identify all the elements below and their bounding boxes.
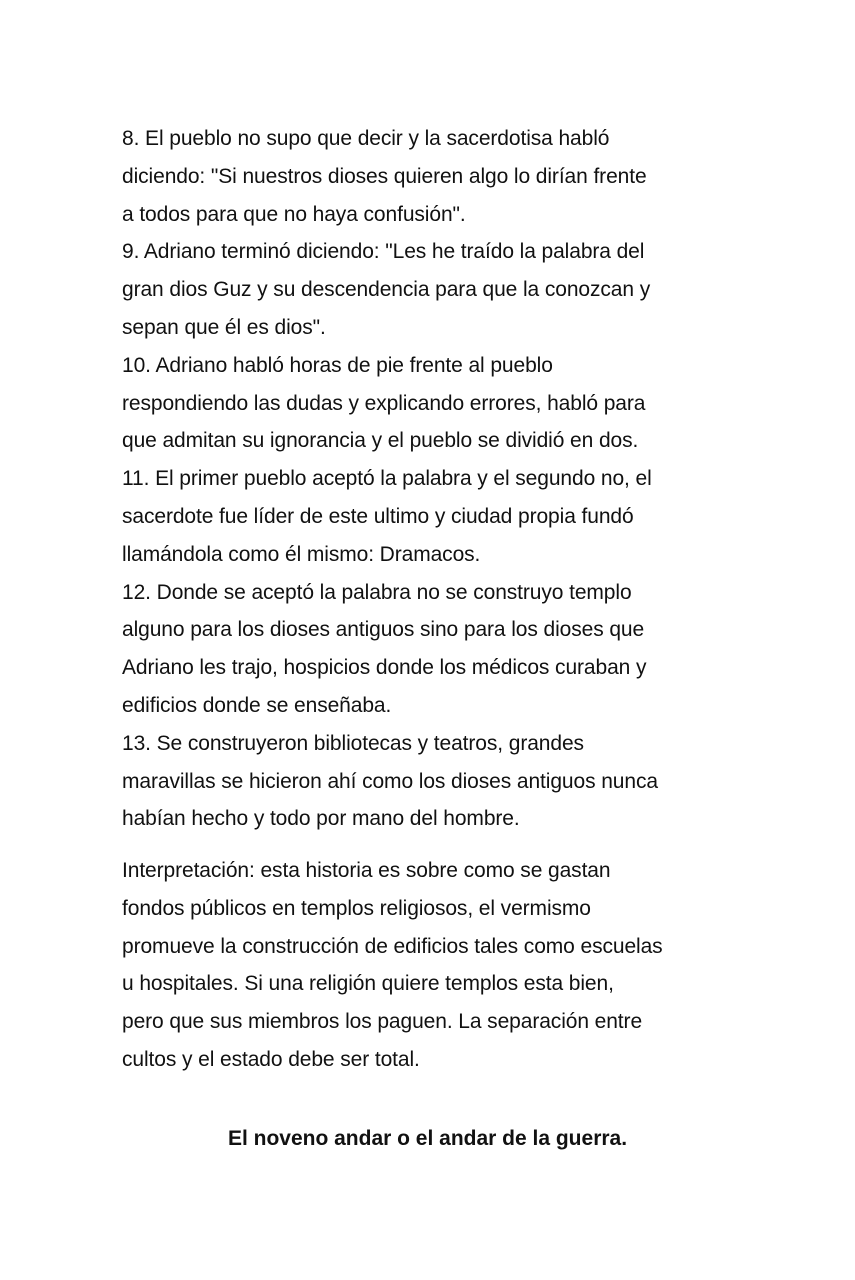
verse-line: 10. Adriano habló horas de pie frente al pueblo bbox=[122, 353, 553, 377]
verse-10 bbox=[122, 347, 734, 460]
interpretation-line: cultos y el estado debe ser total. bbox=[122, 1047, 420, 1071]
interpretation-line: promueve la construcción de edificios tales como escuelas bbox=[122, 934, 663, 958]
verse-line: 9. Adriano terminó diciendo: "Les he traído la palabra del bbox=[122, 240, 645, 264]
verse-line: 11. El primer pueblo aceptó la palabra y el segundo no, el bbox=[122, 467, 652, 491]
verse-line: 13. Se construyeron bibliotecas y teatros, grandes bbox=[122, 731, 584, 755]
verse-line: edificios donde se enseñaba. bbox=[122, 693, 392, 717]
verse-line: 12. Donde se aceptó la palabra no se construyo templo bbox=[122, 580, 632, 604]
verses-block bbox=[122, 120, 734, 838]
verse-line: respondiendo las dudas y explicando errores, habló para bbox=[122, 391, 646, 415]
verse-line: Adriano les trajo, hospicios donde los médicos curaban y bbox=[122, 656, 647, 680]
verse-line: alguno para los dioses antiguos sino para los dioses que bbox=[122, 618, 645, 642]
interpretation-line: pero que sus miembros los paguen. La separación entre bbox=[122, 1010, 643, 1034]
verse-9 bbox=[122, 233, 734, 346]
interpretation-line: Interpretación: esta historia es sobre como se gastan bbox=[122, 859, 611, 882]
verse-8 bbox=[122, 120, 734, 233]
verse-line: diciendo: "Si nuestros dioses quieren algo lo dirían frente bbox=[122, 164, 647, 188]
verse-line: sacerdote fue líder de este ultimo y ciudad propia fundó bbox=[122, 504, 634, 528]
verse-line: gran dios Guz y su descendencia para que la conozcan y bbox=[122, 278, 651, 302]
verse-line: a todos para que no haya confusión". bbox=[122, 202, 466, 226]
verse-line: habían hecho y todo por mano del hombre. bbox=[122, 807, 520, 831]
chapter-heading: El noveno andar o el andar de la guerra. bbox=[227, 1127, 628, 1150]
verse-13 bbox=[122, 725, 734, 838]
verse-12 bbox=[122, 574, 734, 725]
interpretation-paragraph bbox=[122, 852, 742, 1079]
verse-line: llamándola como él mismo: Dramacos. bbox=[122, 542, 481, 566]
interpretation-line: fondos públicos en templos religiosos, el vermismo bbox=[122, 896, 591, 920]
interpretation-line: u hospitales. Si una religión quiere templos esta bien, bbox=[122, 972, 614, 996]
verse-line: maravillas se hicieron ahí como los dioses antiguos nunca bbox=[122, 769, 658, 793]
verse-line: que admitan su ignorancia y el pueblo se dividió en dos. bbox=[122, 429, 639, 453]
verse-line: sepan que él es dios". bbox=[122, 315, 326, 339]
verse-line: 8. El pueblo no supo que decir y la sacerdotisa habló bbox=[122, 127, 610, 150]
verse-11 bbox=[122, 460, 734, 573]
